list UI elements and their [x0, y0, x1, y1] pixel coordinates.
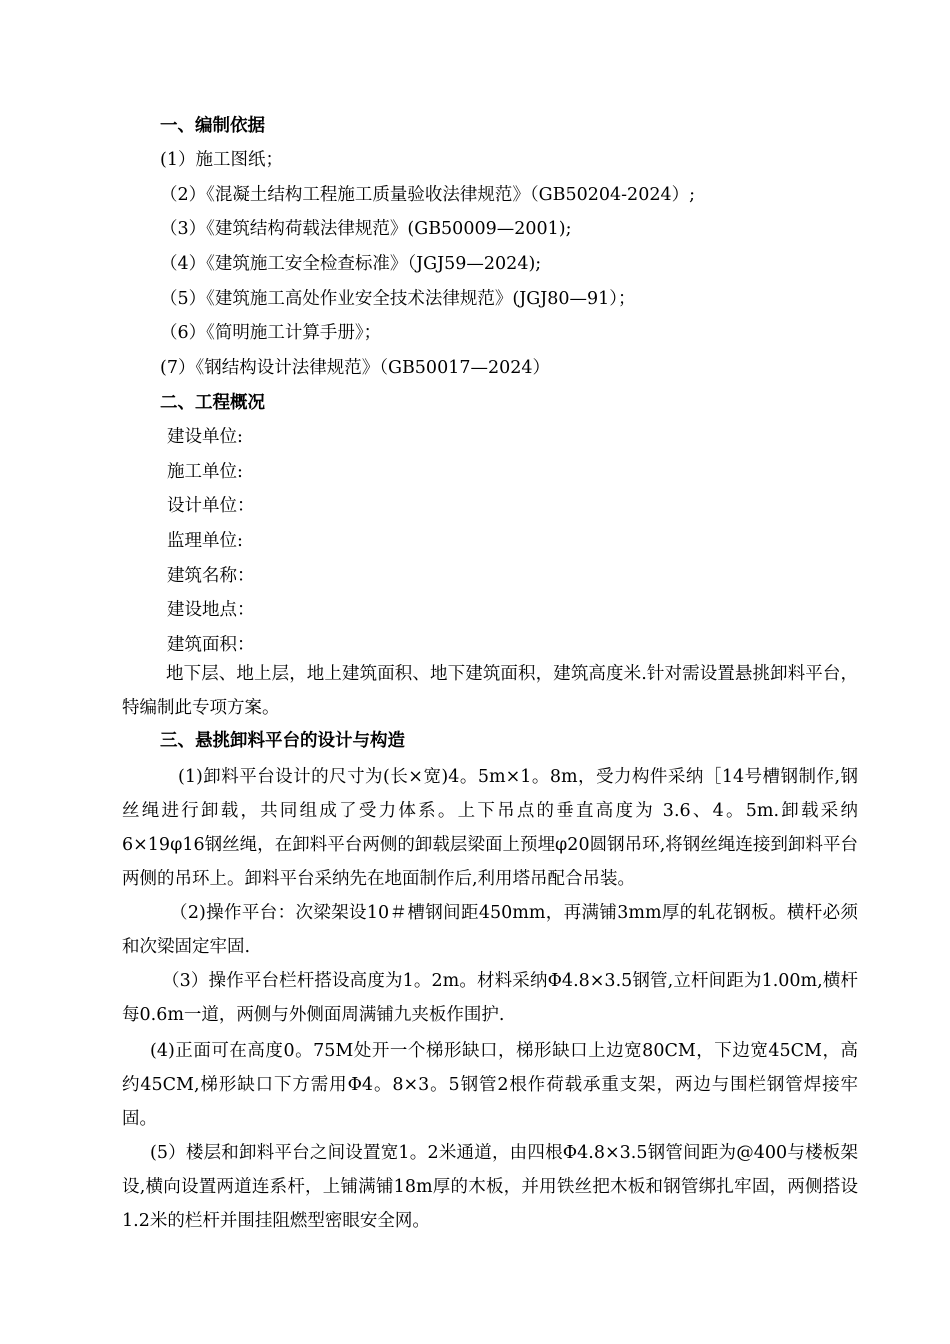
- project-field: 建筑名称：: [167, 566, 255, 586]
- project-field: 设计单位：: [167, 496, 255, 516]
- section3-heading: 三、悬挑卸料平台的设计与构造: [160, 731, 405, 751]
- design-paragraph: （3）操作平台栏杆搭设高度为1。2m。材料采纳Φ4.8×3.5钢管,立杆间距为1.00m,横杆每0.6m一道，两侧与外侧面周满铺九夹板作围护.: [122, 971, 858, 1025]
- project-field: 建设地点：: [167, 600, 255, 620]
- reference-item: （4）《建筑施工安全检查标准》（JGJ59—2024);: [160, 254, 542, 274]
- reference-item: （2）《混凝土结构工程施工质量验收法律规范》（GB50204-2024）;: [160, 185, 695, 205]
- design-paragraph: （2)操作平台：次梁架设10＃槽钢间距450mm，再满铺3mm厚的轧花钢板。横杆必须和次梁固定牢固.: [122, 903, 858, 957]
- project-field: 建筑面积：: [167, 635, 255, 655]
- reference-item: (1）施工图纸；: [160, 150, 283, 170]
- design-paragraph: (4)正面可在高度0。75M处开一个梯形缺口，梯形缺口上边宽80CM，下边宽45CM，高约45CM,梯形缺口下方需用Φ4。8×3。5钢管2根作荷载承重支架，两边与围栏钢管焊接牢固。: [122, 1041, 858, 1129]
- project-field: 监理单位:: [167, 531, 243, 551]
- section1-heading: 一、编制依据: [160, 116, 265, 136]
- reference-item: (7）《钢结构设计法律规范》（GB50017—2024）: [160, 358, 551, 378]
- reference-item: （6）《简明施工计算手册》；: [160, 323, 382, 343]
- reference-item: （5）《建筑施工高处作业安全技术法律规范》(JGJ80—91）；: [160, 289, 636, 309]
- section2-heading: 二、工程概况: [160, 393, 265, 413]
- reference-item: （3）《建筑结构荷载法律规范》(GB50009—2001);: [160, 219, 572, 239]
- project-field: 建设单位:: [167, 427, 243, 447]
- project-field: 施工单位:: [167, 462, 243, 482]
- design-paragraph: (5）楼层和卸料平台之间设置宽1。2米通道，由四根Φ4.8×3.5钢管间距为@400与楼板架设,横向设置两道连系杆，上铺满铺18m厚的木板，并用铁丝把木板和钢管绑扎牢固，两侧搭设1.2米的栏杆并围挂阻燃型密眼安全网。: [122, 1143, 858, 1231]
- design-paragraph: (1)卸料平台设计的尺寸为(长×宽)4。5m×1。8m，受力构件采纳［14号槽钢制作,钢丝绳进行卸载，共同组成了受力体系。上下吊点的垂直高度为 3.6、4。5m.卸载采纳6×19φ16钢丝绳，在卸料平台两侧的卸载层梁面上预埋φ20圆钢吊环,将钢丝绳连接到卸料平台两侧的吊环上。卸料平台采纳先在地面制作后,利用塔吊配合吊装。: [122, 767, 858, 889]
- project-overview-paragraph: 地下层、地上层，地上建筑面积、地下建筑面积，建筑高度米.针对需设置悬挑卸料平台，特编制此专项方案。: [122, 664, 858, 718]
